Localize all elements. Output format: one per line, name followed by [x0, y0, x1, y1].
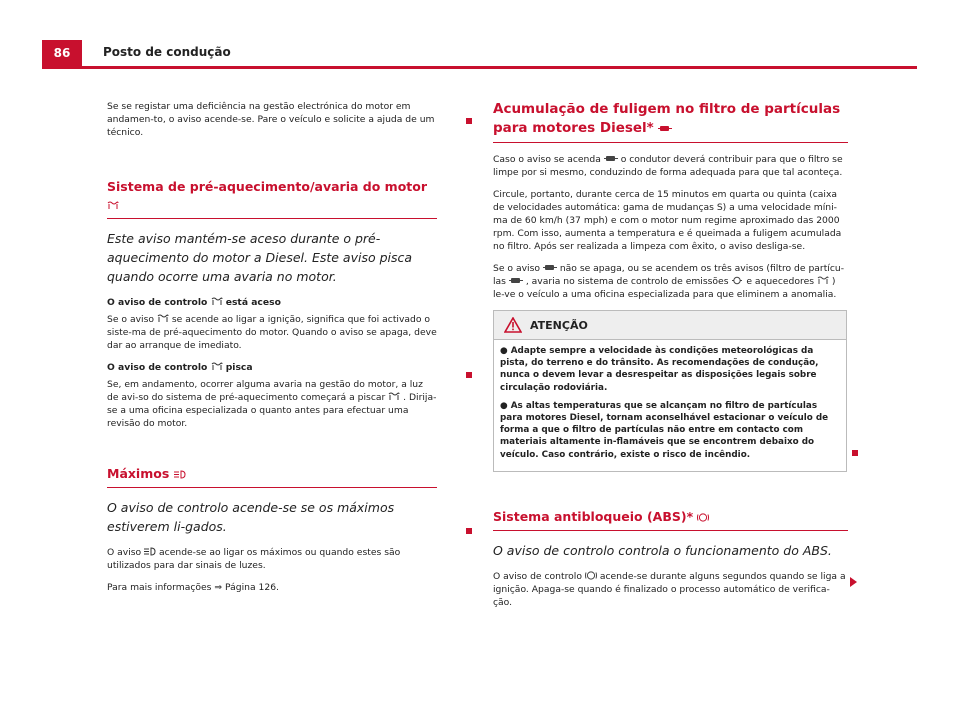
- section-title-high-beam: Máximos: [107, 465, 437, 483]
- section-lead-abs: O aviso de controlo controla o funcionamento do ABS.: [493, 542, 832, 558]
- section-rule: [107, 487, 437, 488]
- particle-filter-icon: [509, 276, 523, 285]
- section-lead-preheating: Este aviso mantém-se aceso durante o pré-aquecimento do motor a Diesel. Este aviso pisca quando ocorre uma avaria no motor.: [107, 231, 413, 284]
- glow-plug-icon: [107, 201, 119, 210]
- left-column: [107, 100, 437, 603]
- high-beam-icon: [144, 547, 156, 556]
- section-rule: [493, 530, 848, 531]
- paragraph-soot-3: Se o aviso não se apaga, ou se acendem os três avisos (filtro de partícu-las , avaria no sistema de controlo de emissões e aquecedores ) le-ve o veículo a uma oficina especializada para que eliminem a anomalia.: [493, 263, 845, 300]
- section-title-soot-filter: Acumulação de fuligem no filtro de partículas para motores Diesel*: [493, 101, 841, 136]
- emission-control-icon: [731, 276, 743, 285]
- paragraph-high-beam: O aviso acende-se ao ligar os máximos ou quando estes são utilizados para dar sinais de luzes.: [107, 547, 401, 571]
- page-header-title: Posto de condução: [103, 45, 231, 59]
- abs-icon: [585, 571, 597, 580]
- particle-filter-icon: [658, 124, 672, 133]
- section-end-marker: [466, 118, 472, 124]
- section-rule: [493, 142, 848, 143]
- particle-filter-icon: [604, 154, 618, 163]
- paragraph-warning-flashing: Se, em andamento, ocorrer alguma avaria na gestão do motor, a luz de avi-so do sistema de pré-aquecimento começará a piscar . Dirija-se a uma oficina especializada o quanto antes para efectuar uma revisão do motor.: [107, 379, 437, 429]
- warning-triangle-icon: [504, 317, 522, 333]
- paragraph-soot-2: Circule, portanto, durante cerca de 15 minutos em quarta ou quinta (caixa de velocidades automática: gama de mudanças S) a uma velocidade míni-ma de 60 km/h (37 mph) e com o motor num regime aproximado das 2000 rpm. Com isso, aumenta a temperatura e é queimada a fuligem acumulada no filtro. Após ser realizada a limpeza com êxito, o aviso desliga-se.: [493, 189, 842, 252]
- section-lead-high-beam: O aviso de controlo acende-se se os máximos estiverem li-gados.: [107, 500, 395, 534]
- section-rule: [107, 218, 437, 219]
- high-beam-icon: [174, 470, 186, 479]
- warning-body: [494, 340, 846, 471]
- warning-bullet: ● Adapte sempre a velocidade às condições meteorológicas da pista, do terreno e do trânsito. As recomendações de condução, nunca o devem levar a desrespeitar as disposições legais sobre circulação rodoviária.: [500, 346, 819, 393]
- glow-plug-icon: [388, 392, 400, 401]
- right-column: [493, 100, 848, 618]
- abs-icon: [697, 513, 709, 522]
- intro-paragraph: Se se registar uma deficiência na gestão electrónica do motor em andamen-to, o aviso acende-se. Pare o veículo e solicite a ajuda de um técnico.: [107, 101, 435, 138]
- glow-plug-icon: [157, 314, 169, 323]
- section-end-marker: [466, 372, 472, 378]
- warning-bullet: ● As altas temperaturas que se alcançam no filtro de partículas para motores Diesel, tornam aconselhável estacionar o veículo de forma a que o filtro de partículas não entre em contacto com materiais altamente in-flamáveis que se encontrem debaixo do veículo. Caso contrário, existe o risco de incêndio.: [500, 400, 829, 460]
- page-number: 86: [42, 40, 82, 66]
- glow-plug-icon: [211, 297, 223, 306]
- warning-header: [494, 311, 846, 340]
- particle-filter-icon: [543, 263, 557, 272]
- section-end-marker: [852, 450, 858, 456]
- warning-box: [493, 310, 847, 472]
- paragraph-abs: O aviso de controlo acende-se durante alguns segundos quando se liga a ignição. Apaga-se quando é finalizado o processo automático de verifica-ção.: [493, 570, 846, 608]
- paragraph-soot-1: Caso o aviso se acenda o condutor deverá contribuir para que o filtro se limpe por si mesmo, conduzindo de forma adequada para que tal aconteça.: [493, 154, 843, 178]
- paragraph-warning-on: Se o aviso se acende ao ligar a ignição, significa que foi activado o siste-ma de pré-aquecimento do motor. Quando o aviso se apaga, deve dar ao arranque de imediato.: [107, 314, 437, 351]
- section-title-preheating: Sistema de pré-aquecimento/avaria do motor: [107, 178, 437, 214]
- subheading-warning-flashing: O aviso de controlo pisca: [107, 362, 253, 373]
- glow-plug-icon: [817, 276, 829, 285]
- continue-arrow-icon: [850, 577, 857, 587]
- warning-title: ATENÇÃO: [530, 318, 588, 332]
- section-title-abs: Sistema antibloqueio (ABS)*: [493, 508, 848, 526]
- section-end-marker: [466, 528, 472, 534]
- glow-plug-icon: [211, 362, 223, 371]
- cross-reference-link[interactable]: Para mais informações ⇒ Página 126.: [107, 582, 279, 593]
- subheading-warning-on: O aviso de controlo está aceso: [107, 297, 281, 308]
- header-divider: [42, 66, 917, 69]
